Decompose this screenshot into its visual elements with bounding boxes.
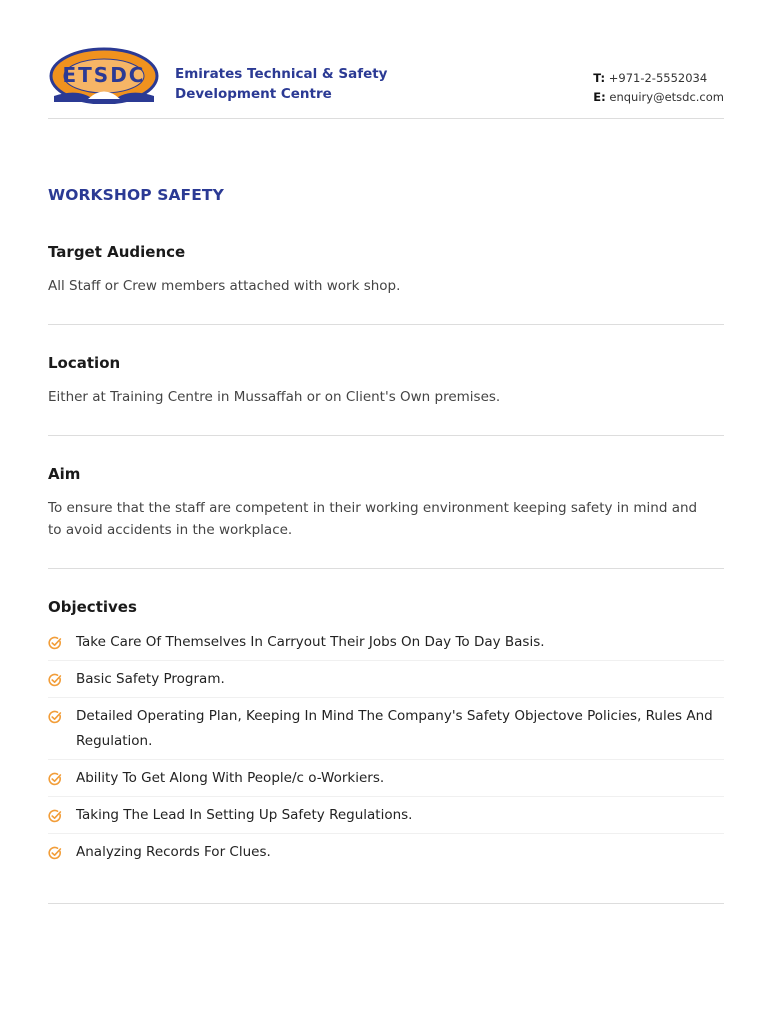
aim-heading: Aim [48,465,81,483]
objective-text: Taking The Lead In Setting Up Safety Regulations. [76,807,413,823]
organization-name [175,64,387,104]
phone-number[interactable]: +971-2-5552034 [608,71,708,85]
objective-text: Detailed Operating Plan, Keeping In Mind The Company's Safety Objectove Policies, Rules And Regulation. [76,708,713,749]
check-circle-icon [48,772,62,786]
list-item [48,803,724,834]
divider [48,435,724,436]
check-circle-icon [48,710,62,724]
divider [48,568,724,569]
objective-text: Take Care Of Themselves In Carryout Their Jobs On Day To Day Basis. [76,634,545,650]
objectives-heading: Objectives [48,598,137,616]
email-address[interactable]: enquiry@etsdc.com [609,90,724,104]
objective-text: Ability To Get Along With People/c o-Workiers. [76,770,385,786]
location-text: Either at Training Centre in Mussaffah or on Client's Own premises. [48,389,501,405]
svg-text:ETSDC: ETSDC [62,63,146,87]
list-item [48,667,724,698]
target-audience-heading: Target Audience [48,243,186,261]
divider [48,903,724,904]
divider [48,324,724,325]
list-item [48,704,724,760]
check-circle-icon [48,636,62,650]
list-item [48,840,724,870]
phone-row [593,69,724,88]
objective-text: Analyzing Records For Clues. [76,844,271,860]
email-label: E: [593,90,606,104]
course-title: WORKSHOP SAFETY [48,186,224,204]
target-audience-text: All Staff or Crew members attached with work shop. [48,278,401,294]
etsdc-logo [48,44,160,104]
email-row [593,88,724,107]
check-circle-icon [48,846,62,860]
contact-info [593,69,724,107]
check-circle-icon [48,809,62,823]
list-item [48,766,724,797]
list-item [48,630,724,661]
objectives-list [48,630,724,876]
objective-text: Basic Safety Program. [76,671,225,687]
org-name-line2: Development Centre [175,86,332,102]
location-heading: Location [48,354,121,372]
check-circle-icon [48,673,62,687]
page-header [48,40,724,119]
org-name-line1: Emirates Technical & Safety [175,66,388,82]
phone-label: T: [593,71,606,85]
aim-text: To ensure that the staff are competent in their working environment keeping safety in mind and to avoid accidents in the workplace. [48,500,698,538]
